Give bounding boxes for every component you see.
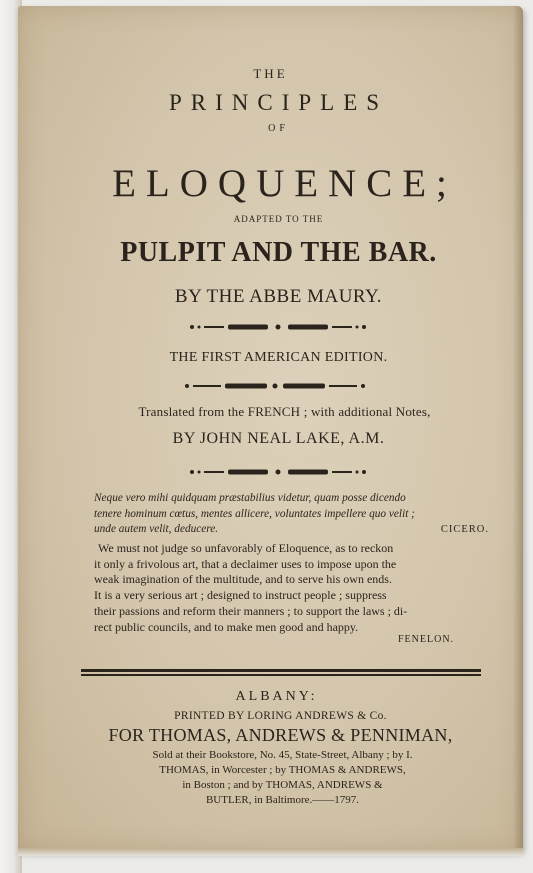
title-eloquence: ELOQUENCE; bbox=[112, 162, 457, 205]
fenelon-epigraph bbox=[94, 541, 506, 635]
imprint-printer: PRINTED BY LORING ANDREWS & Co. bbox=[174, 710, 387, 722]
title-the: THE bbox=[253, 66, 288, 81]
edition-line: THE FIRST AMERICAN EDITION. bbox=[169, 350, 388, 365]
fenelon-line-6: rect public councils, and to make men good and happy. bbox=[94, 619, 359, 634]
latin-line-1: Neque vero mihi quidquam præstabilius videtur, quam posse dicendo bbox=[94, 492, 406, 504]
latin-author: CICERO. bbox=[440, 524, 489, 535]
latin-epigraph bbox=[94, 491, 499, 538]
fenelon-line-2: it only a frivolous art, that a declaimer uses to impose upon the bbox=[94, 556, 397, 571]
fenelon-line-4: It is a very serious art ; designed to instruct people ; suppress bbox=[94, 588, 387, 603]
imprint-line-4: BUTLER, in Baltimore.——1797. bbox=[205, 794, 360, 806]
translation-note: Translated from the FRENCH ; with additional Notes, bbox=[138, 404, 431, 419]
thin-rule bbox=[81, 674, 481, 676]
book-bottom-edge bbox=[18, 848, 523, 856]
subtitle-adapted: ADAPTED TO THE bbox=[233, 214, 324, 224]
translator-line: BY JOHN NEAL LAKE, A.M. bbox=[172, 430, 385, 447]
ornament-divider-1 bbox=[188, 323, 368, 331]
imprint-place: ALBANY: bbox=[235, 689, 318, 704]
imprint-line-1: Sold at their Bookstore, No. 45, State-Street, Albany ; by I. bbox=[152, 749, 413, 761]
subtitle-pulpit-bar: PULPIT AND THE BAR. bbox=[120, 237, 437, 268]
fenelon-author: FENELON. bbox=[398, 634, 455, 645]
title-of: OF bbox=[268, 123, 289, 134]
fenelon-line-5: their passions and reform their manners ; to support the laws ; di- bbox=[94, 603, 408, 618]
imprint-publishers: FOR THOMAS, ANDREWS & PENNIMAN, bbox=[108, 725, 453, 745]
ornament-divider-3 bbox=[188, 468, 368, 476]
thick-rule bbox=[81, 669, 481, 672]
imprint-line-2: THOMAS, in Worcester ; by THOMAS & ANDREWS, bbox=[159, 764, 406, 776]
fenelon-line-3: weak imagination of the multitude, and to serve his own ends. bbox=[94, 572, 392, 587]
title-page bbox=[18, 6, 523, 852]
ornament-divider-2 bbox=[183, 382, 368, 390]
author-line: BY THE ABBE MAURY. bbox=[174, 286, 383, 307]
title-principles: PRINCIPLES bbox=[168, 90, 389, 115]
latin-line-3: unde autem velit, deducere. bbox=[94, 523, 219, 535]
imprint-line-3: in Boston ; and by THOMAS, ANDREWS & bbox=[182, 779, 383, 791]
latin-line-2: tenere hominum cœtus, mentes allicere, voluntates impellere quo velit ; bbox=[94, 507, 415, 520]
fenelon-line-1: We must not judge so unfavorably of Eloquence, as to reckon bbox=[98, 541, 394, 555]
